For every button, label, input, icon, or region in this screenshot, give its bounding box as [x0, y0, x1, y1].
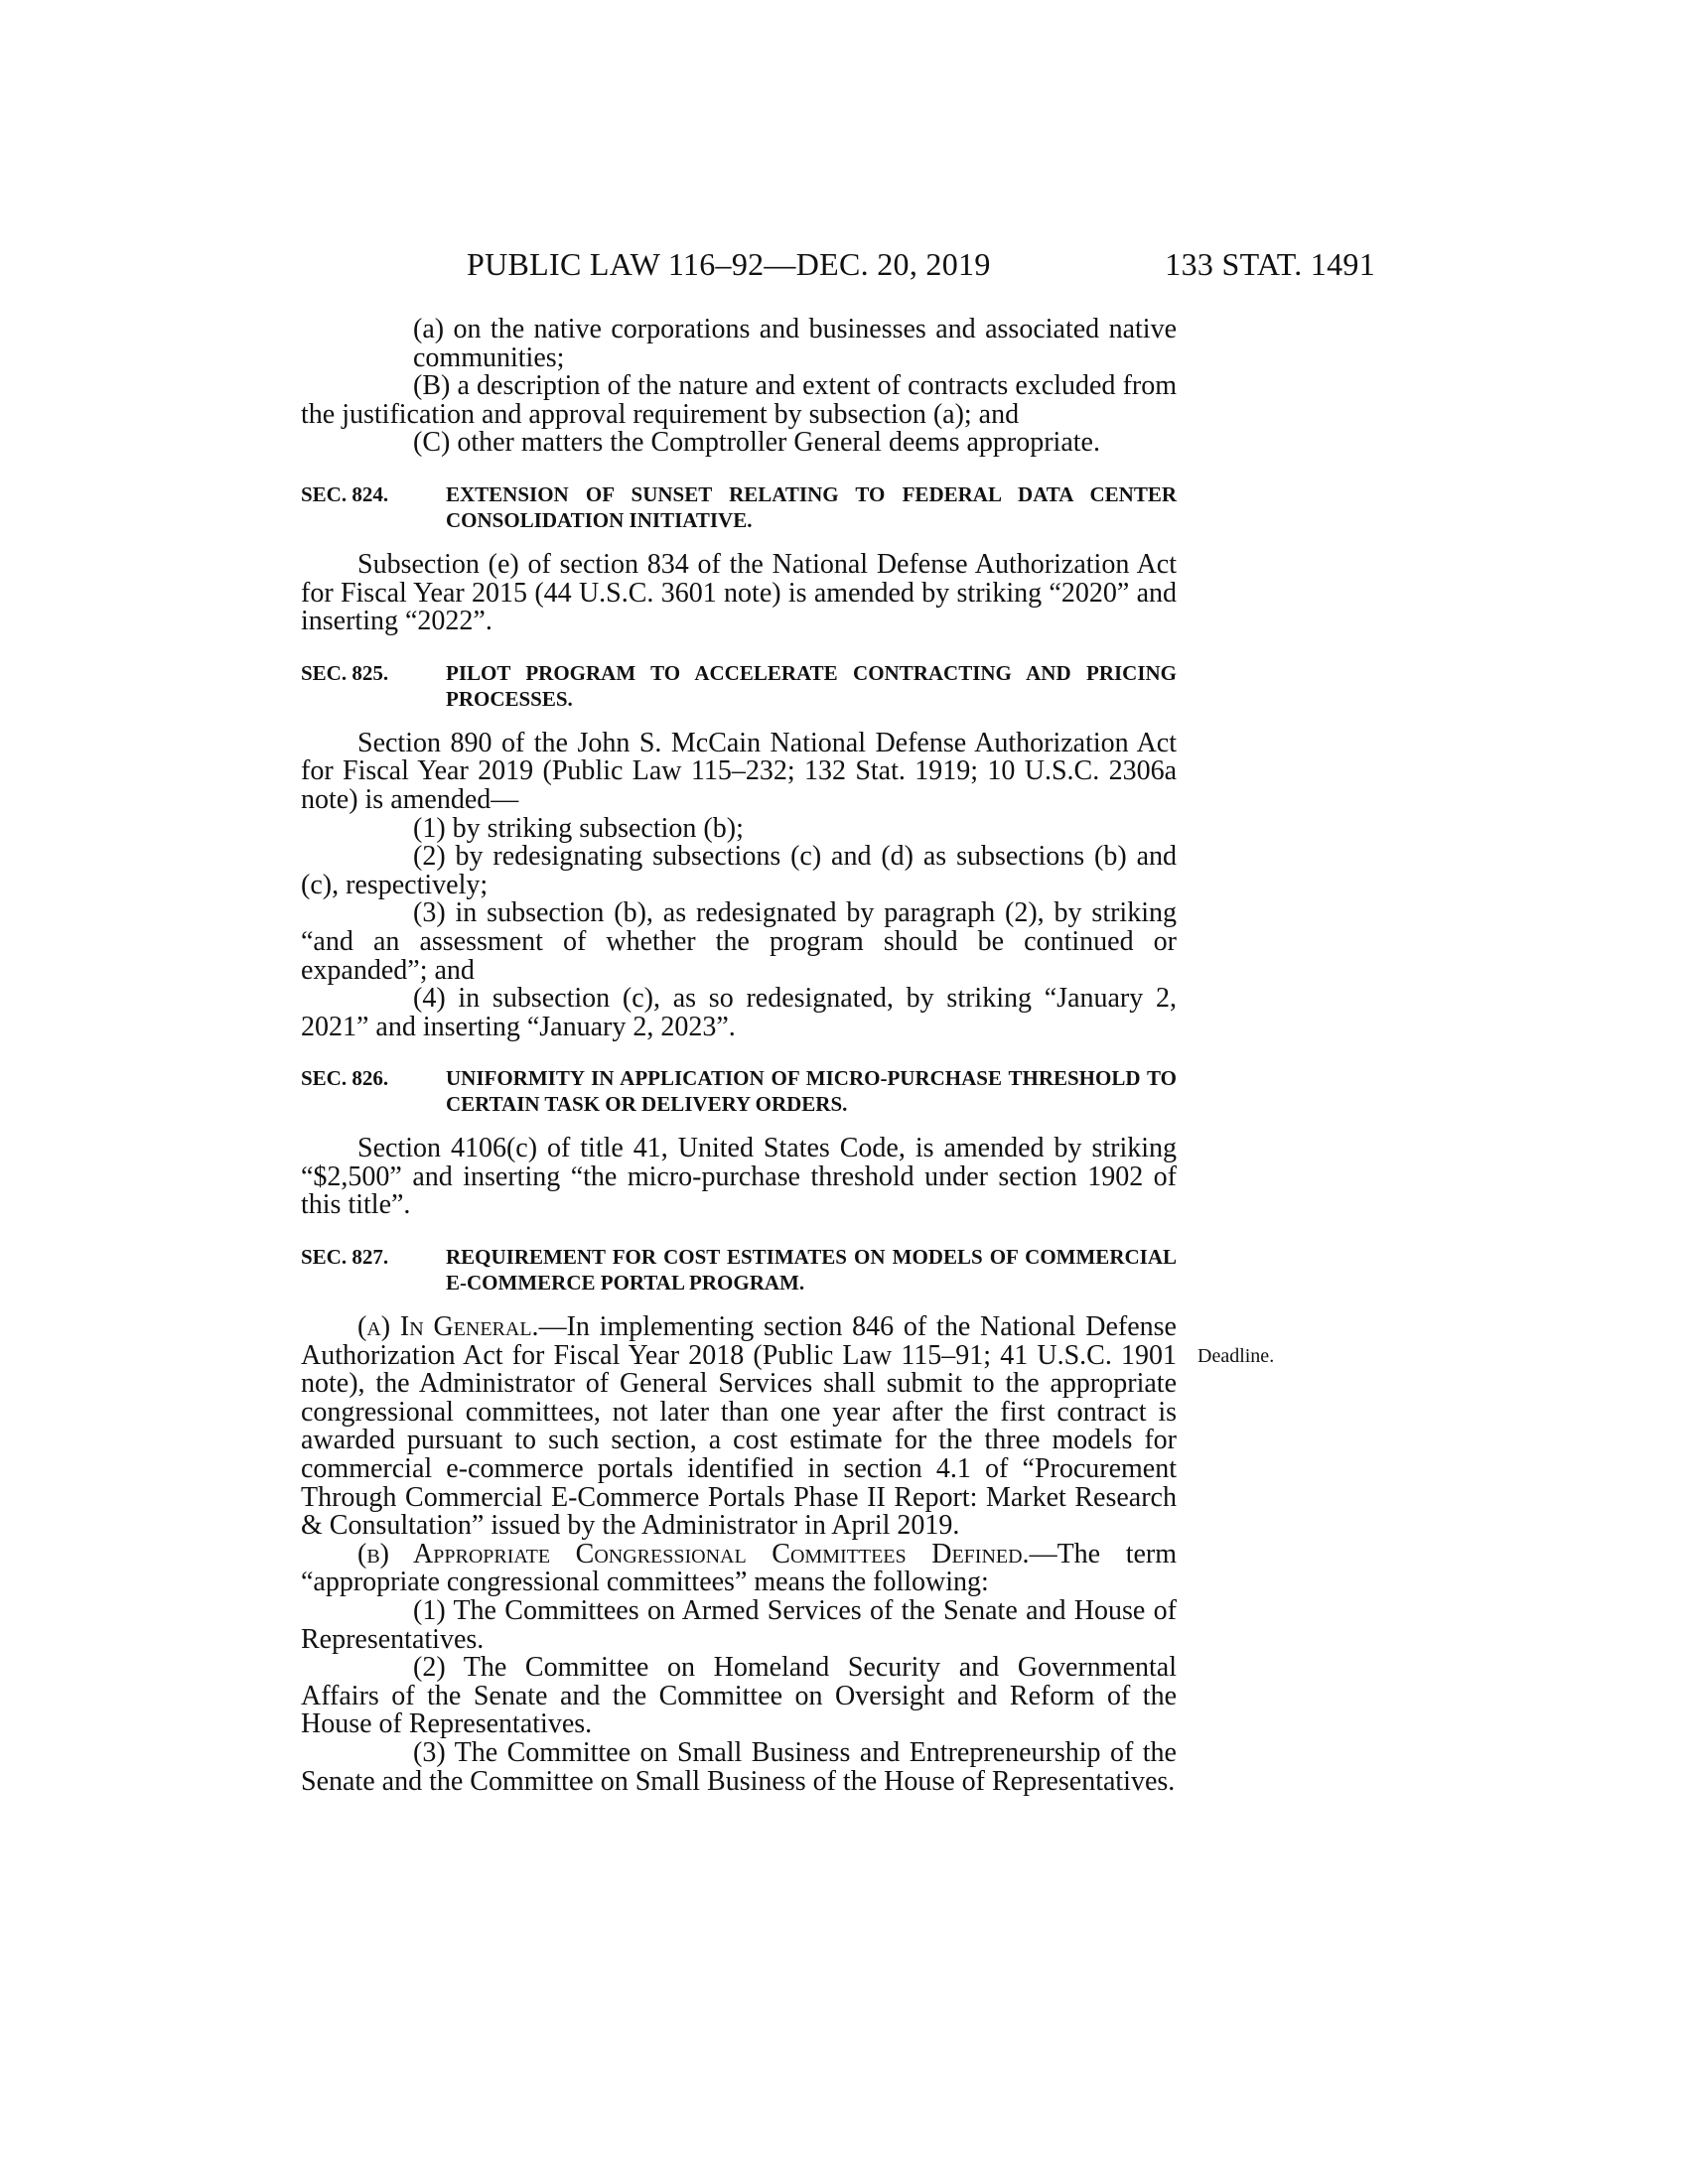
section-title: REQUIREMENT FOR COST ESTIMATES ON MODELS OF COMMERCIAL E-COMMERCE PORTAL PROGRAM.	[446, 1245, 1177, 1296]
section-825-item: (3) in subsection (b), as redesignated by paragraph (2), by striking “and an assessment of whether the program should be continued or expanded”; and	[301, 897, 1177, 986]
section-title: PILOT PROGRAM TO ACCELERATE CONTRACTING AND PRICING PROCESSES.	[446, 660, 1177, 711]
running-header	[467, 246, 1375, 296]
section-825-intro: Section 890 of the John S. McCain National Defense Authorization Act for Fiscal Year 2019 (Public Law 115–232; 132 Stat. 1919; 10 U.S.C. 2306a note) is amended—	[301, 727, 1177, 815]
section-827-item: (1) The Committees on Armed Services of the Senate and House of Representatives.	[301, 1595, 1177, 1655]
carryover-c: (C) other matters the Comptroller General deems appropriate.	[413, 427, 1100, 459]
section-824-text: Subsection (e) of section 834 of the National Defense Authorization Act for Fiscal Year 2015 (44 U.S.C. 3601 note) is amended by striking “2020” and inserting “2022”.	[301, 548, 1177, 637]
section-826-text: Section 4106(c) of title 41, United States Code, is amended by striking “$2,500” and inserting “the micro-purchase threshold under section 1902 of this title”.	[301, 1133, 1177, 1221]
section-825-heading	[301, 660, 1177, 712]
document-body	[301, 316, 1177, 1796]
law-citation: PUBLIC LAW 116–92—DEC. 20, 2019	[467, 246, 991, 282]
section-title: UNIFORMITY IN APPLICATION OF MICRO-PURCHASE THRESHOLD TO CERTAIN TASK OR DELIVERY ORDERS.	[446, 1066, 1177, 1117]
margin-note: Deadline.	[1197, 1345, 1275, 1367]
section-number: SEC. 825.	[301, 660, 389, 685]
section-827-subsection-a	[301, 1313, 1177, 1541]
section-825-item: (1) by striking subsection (b);	[413, 812, 744, 844]
subsection-text: —The term “appropriate congressional committees” means the following:	[301, 1538, 1178, 1598]
section-825-item: (4) in subsection (c), as so redesignated, by striking “January 2, 2021” and inserting “January 2, 2023”.	[301, 983, 1177, 1042]
subsection-heading: (a) In General.	[357, 1311, 539, 1343]
section-827-item: (2) The Committee on Homeland Security and Governmental Affairs of the Senate and the Committee on Oversight and Reform of the House of Representatives.	[301, 1652, 1177, 1740]
subsection-text: —In implementing section 846 of the National Defense Authorization Act for Fiscal Year 2018 (Public Law 115–91; 41 U.S.C. 1901 note), the Administrator of General Services shall submit to the appropriate congressional committees, not later than one year after the first contract is awarded pursuant to such section, a cost estimate for the three models for commercial e-commerce portals identified in section 4.1 of “Procurement Through Commercial E-Commerce Portals Phase II Report: Market Research & Consultation” issued by the Administrator in April 2019.	[301, 1311, 1177, 1542]
section-826-heading	[301, 1065, 1177, 1117]
section-number: SEC. 824.	[301, 481, 389, 506]
carryover-a: (a) on the native corporations and businesses and associated native communities;	[413, 314, 1177, 373]
carryover-b: (B) a description of the nature and extent of contracts excluded from the justification and approval requirement by subsection (a); and	[301, 370, 1177, 430]
section-824-heading	[301, 481, 1177, 533]
section-825-item: (2) by redesignating subsections (c) and (d) as subsections (b) and (c), respectively;	[301, 841, 1177, 900]
section-827-subsection-b	[301, 1538, 1178, 1598]
statute-page: 133 STAT. 1491	[1165, 246, 1375, 282]
section-827-heading	[301, 1244, 1177, 1296]
section-827-item: (3) The Committee on Small Business and Entrepreneurship of the Senate and the Committee on Small Business of the House of Representatives.	[301, 1736, 1177, 1797]
section-number: SEC. 827.	[301, 1245, 389, 1270]
subsection-heading: (b) Appropriate Congressional Committees Defined.	[357, 1538, 1030, 1570]
section-number: SEC. 826.	[301, 1066, 389, 1091]
section-title: EXTENSION OF SUNSET RELATING TO FEDERAL DATA CENTER CONSOLIDATION INITIATIVE.	[446, 481, 1177, 532]
